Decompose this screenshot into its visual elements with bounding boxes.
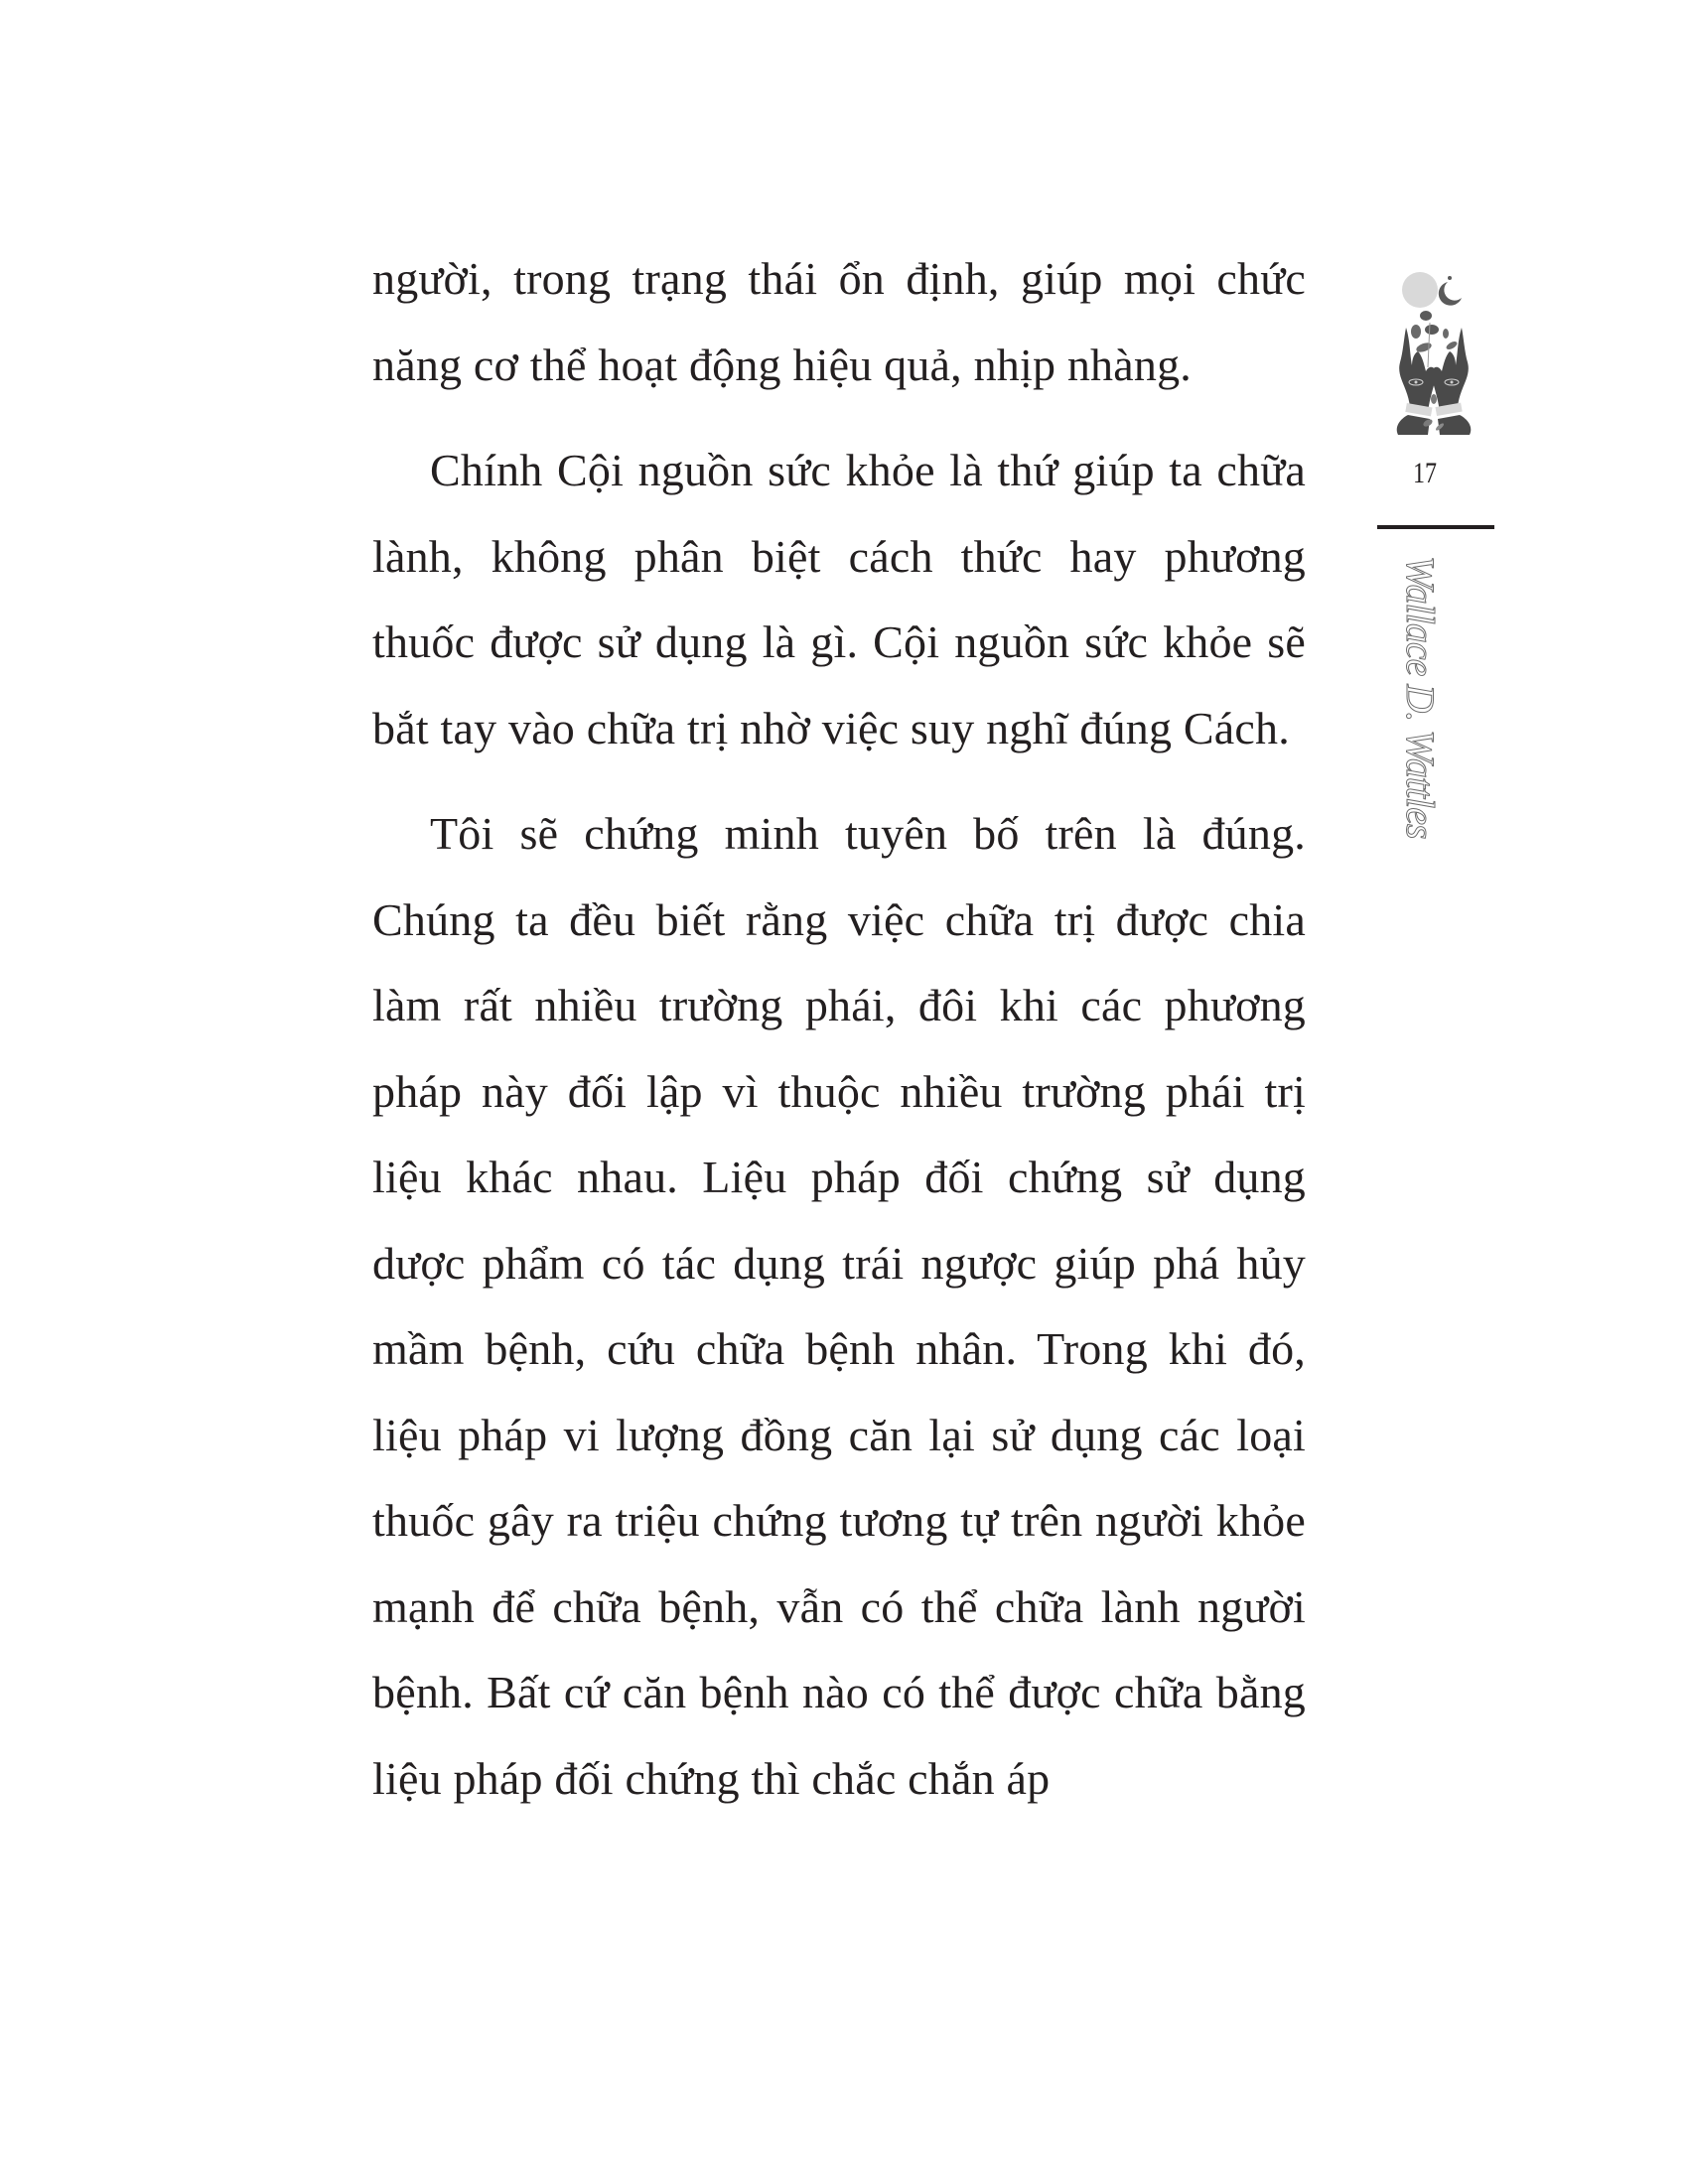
hands-mudra-illustration-icon: [1368, 268, 1497, 437]
body-text: [372, 236, 1306, 1822]
divider-rule: [1377, 525, 1494, 529]
running-author: [1398, 556, 1450, 874]
paragraph-3: Tôi sẽ chứng minh tuyên bố trên là đúng. Chúng ta đều biết rằng việc chữa trị được chia làm rất nhiều trường phái, đôi khi các phương pháp này đối lập vì thuộc nhiều trường phái trị liệu khác nhau. Liệu pháp đối chứng sử dụng dược phẩm có tác dụng trái ngược giúp phá hủy mầm bệnh, cứu chữa bệnh nhân. Trong khi đó, liệu pháp vi lượng đồng căn lại sử dụng các loại thuốc gây ra triệu chứng tương tự trên người khỏe mạnh để chữa bệnh, vẫn có thể chữa lành người bệnh. Bất cứ căn bệnh nào có thể được chữa bằng liệu pháp đối chứng thì chắc chắn áp: [372, 808, 1306, 1804]
paragraph-1: người, trong trạng thái ổn định, giúp mọi chức năng cơ thể hoạt động hiệu quả, nhịp nhàng.: [372, 253, 1306, 390]
author-name: Wallace D. Wattles: [1398, 556, 1443, 839]
paragraph-2: Chính Cội nguồn sức khỏe là thứ giúp ta chữa lành, không phân biệt cách thức hay phương thuốc được sử dụng là gì. Cội nguồn sức khỏe sẽ bắt tay vào chữa trị nhờ việc suy nghĩ đúng Cách.: [372, 445, 1306, 753]
page-number: 17: [1413, 457, 1437, 489]
